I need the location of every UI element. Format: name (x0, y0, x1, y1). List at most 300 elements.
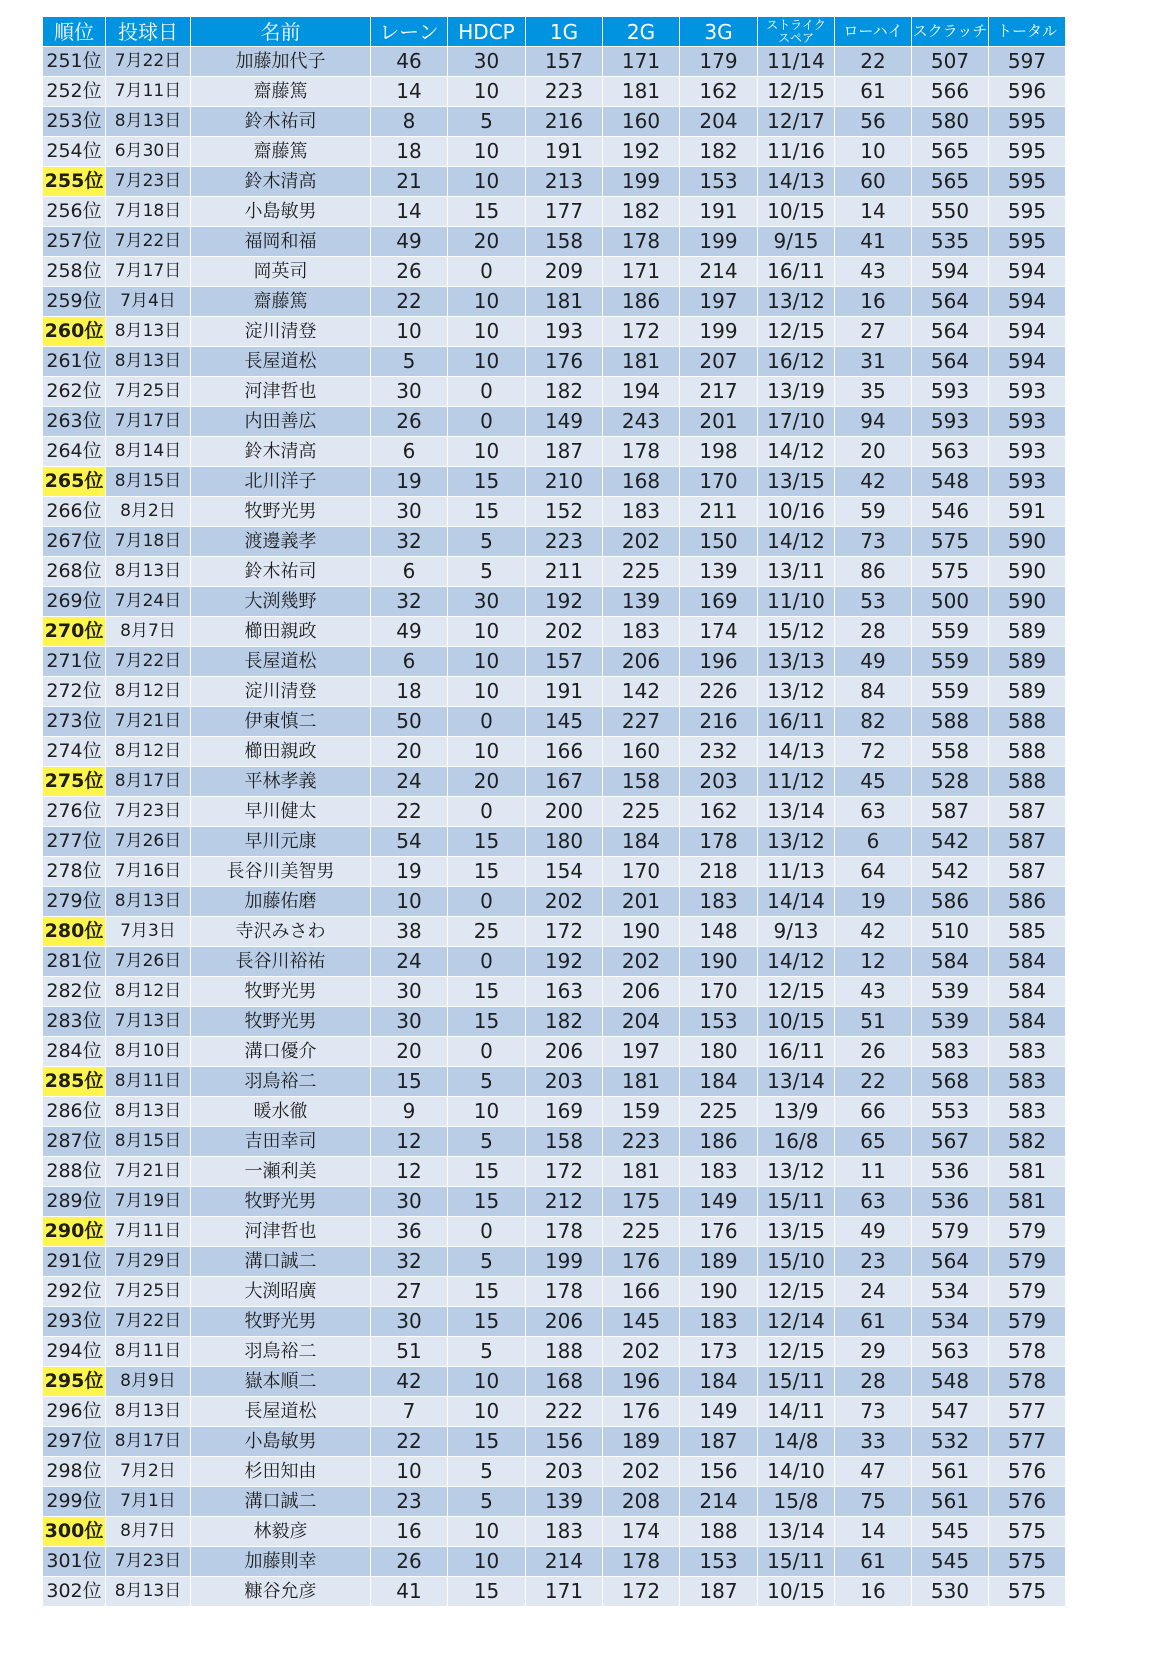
lowhigh-cell: 61 (835, 77, 912, 107)
rank-cell: 286位 (43, 1097, 106, 1127)
hdcp-cell: 10 (448, 287, 526, 317)
table-row (43, 587, 1150, 617)
strike-spare-cell: 13/12 (758, 1157, 835, 1187)
lowhigh-cell: 53 (835, 587, 912, 617)
lane-cell: 42 (371, 1367, 448, 1397)
strike-spare-cell: 14/11 (758, 1397, 835, 1427)
lane-cell: 10 (371, 317, 448, 347)
col-header-game2: 2G (603, 17, 680, 47)
game1-score-cell: 145 (526, 707, 603, 737)
hdcp-cell: 15 (448, 1187, 526, 1217)
scratch-cell: 563 (912, 437, 989, 467)
lane-cell: 8 (371, 107, 448, 137)
game3-score-cell: 218 (680, 857, 758, 887)
rank-cell: 276位 (43, 797, 106, 827)
date-cell: 8月11日 (106, 1067, 191, 1097)
lowhigh-cell: 64 (835, 857, 912, 887)
game3-score-cell: 198 (680, 437, 758, 467)
hdcp-cell: 5 (448, 1487, 526, 1517)
lowhigh-cell: 45 (835, 767, 912, 797)
lane-cell: 6 (371, 557, 448, 587)
hdcp-cell: 15 (448, 1007, 526, 1037)
date-cell: 7月17日 (106, 407, 191, 437)
table-row (43, 737, 1150, 767)
game1-score-cell: 163 (526, 977, 603, 1007)
table-row (43, 1037, 1150, 1067)
hdcp-cell: 20 (448, 767, 526, 797)
table-row (43, 677, 1150, 707)
scratch-cell: 534 (912, 1307, 989, 1337)
strike-spare-cell: 13/15 (758, 467, 835, 497)
rank-cell: 261位 (43, 347, 106, 377)
game2-score-cell: 225 (603, 797, 680, 827)
rank-cell: 260位 (43, 317, 106, 347)
game3-score-cell: 190 (680, 1277, 758, 1307)
hdcp-cell: 15 (448, 1577, 526, 1607)
game2-score-cell: 142 (603, 677, 680, 707)
game2-score-cell: 186 (603, 287, 680, 317)
total-cell: 588 (989, 767, 1066, 797)
scratch-cell: 545 (912, 1547, 989, 1577)
game3-score-cell: 153 (680, 1547, 758, 1577)
scratch-cell: 593 (912, 407, 989, 437)
game3-score-cell: 178 (680, 827, 758, 857)
name-cell: 寺沢みさわ (191, 917, 371, 947)
table-row (43, 647, 1150, 677)
hdcp-cell: 10 (448, 1367, 526, 1397)
lane-cell: 23 (371, 1487, 448, 1517)
game3-score-cell: 201 (680, 407, 758, 437)
rank-cell: 287位 (43, 1127, 106, 1157)
date-cell: 8月17日 (106, 767, 191, 797)
scratch-cell: 507 (912, 47, 989, 77)
rank-cell: 292位 (43, 1277, 106, 1307)
game1-score-cell: 203 (526, 1067, 603, 1097)
rank-cell: 272位 (43, 677, 106, 707)
lane-cell: 6 (371, 647, 448, 677)
name-cell: 大渕昭廣 (191, 1277, 371, 1307)
game2-score-cell: 208 (603, 1487, 680, 1517)
total-cell: 579 (989, 1217, 1066, 1247)
lowhigh-cell: 86 (835, 557, 912, 587)
scratch-cell: 564 (912, 347, 989, 377)
game3-score-cell: 170 (680, 467, 758, 497)
lane-cell: 26 (371, 257, 448, 287)
game3-score-cell: 197 (680, 287, 758, 317)
lowhigh-cell: 43 (835, 977, 912, 1007)
lowhigh-cell: 63 (835, 1187, 912, 1217)
col-header-lane: レーン (371, 17, 448, 47)
total-cell: 594 (989, 347, 1066, 377)
table-row (43, 767, 1150, 797)
game2-score-cell: 192 (603, 137, 680, 167)
total-cell: 584 (989, 977, 1066, 1007)
date-cell: 7月22日 (106, 47, 191, 77)
game3-score-cell: 180 (680, 1037, 758, 1067)
date-cell: 7月17日 (106, 257, 191, 287)
game3-score-cell: 139 (680, 557, 758, 587)
game1-score-cell: 154 (526, 857, 603, 887)
table-row (43, 1187, 1150, 1217)
date-cell: 8月13日 (106, 557, 191, 587)
rank-cell: 274位 (43, 737, 106, 767)
hdcp-cell: 0 (448, 797, 526, 827)
game2-score-cell: 172 (603, 1577, 680, 1607)
lowhigh-cell: 22 (835, 1067, 912, 1097)
total-cell: 584 (989, 947, 1066, 977)
game1-score-cell: 168 (526, 1367, 603, 1397)
strike-spare-cell: 15/11 (758, 1547, 835, 1577)
lowhigh-cell: 63 (835, 797, 912, 827)
lane-cell: 19 (371, 857, 448, 887)
lowhigh-cell: 49 (835, 1217, 912, 1247)
col-header-scratch: スクラッチ (912, 17, 989, 47)
date-cell: 7月23日 (106, 797, 191, 827)
rank-cell: 271位 (43, 647, 106, 677)
total-cell: 593 (989, 407, 1066, 437)
lane-cell: 9 (371, 1097, 448, 1127)
game1-score-cell: 211 (526, 557, 603, 587)
scratch-cell: 586 (912, 887, 989, 917)
table-row (43, 1427, 1150, 1457)
hdcp-cell: 0 (448, 707, 526, 737)
strike-spare-cell: 9/13 (758, 917, 835, 947)
rank-cell: 269位 (43, 587, 106, 617)
hdcp-cell: 10 (448, 167, 526, 197)
game2-score-cell: 168 (603, 467, 680, 497)
hdcp-cell: 5 (448, 527, 526, 557)
game3-score-cell: 153 (680, 167, 758, 197)
strike-spare-cell: 11/16 (758, 137, 835, 167)
game3-score-cell: 199 (680, 317, 758, 347)
scratch-cell: 559 (912, 647, 989, 677)
date-cell: 8月10日 (106, 1037, 191, 1067)
ranking-table (42, 16, 1150, 1607)
game3-score-cell: 207 (680, 347, 758, 377)
total-cell: 579 (989, 1277, 1066, 1307)
lane-cell: 24 (371, 767, 448, 797)
name-cell: 溝口誠二 (191, 1247, 371, 1277)
strike-spare-cell: 10/16 (758, 497, 835, 527)
strike-spare-cell: 13/15 (758, 1217, 835, 1247)
hdcp-cell: 10 (448, 77, 526, 107)
hdcp-cell: 10 (448, 617, 526, 647)
strike-spare-cell: 14/14 (758, 887, 835, 917)
lowhigh-cell: 49 (835, 647, 912, 677)
date-cell: 7月25日 (106, 377, 191, 407)
name-cell: 長谷川裕祐 (191, 947, 371, 977)
total-cell: 582 (989, 1127, 1066, 1157)
lowhigh-cell: 31 (835, 347, 912, 377)
date-cell: 8月7日 (106, 1517, 191, 1547)
lowhigh-cell: 51 (835, 1007, 912, 1037)
lane-cell: 15 (371, 1067, 448, 1097)
game2-score-cell: 178 (603, 1547, 680, 1577)
game3-score-cell: 149 (680, 1397, 758, 1427)
game3-score-cell: 211 (680, 497, 758, 527)
game2-score-cell: 225 (603, 557, 680, 587)
rank-cell: 279位 (43, 887, 106, 917)
name-cell: 牧野光男 (191, 977, 371, 1007)
game3-score-cell: 203 (680, 767, 758, 797)
name-cell: 溝口誠二 (191, 1487, 371, 1517)
game2-score-cell: 202 (603, 527, 680, 557)
game3-score-cell: 204 (680, 107, 758, 137)
total-cell: 587 (989, 827, 1066, 857)
game3-score-cell: 187 (680, 1577, 758, 1607)
date-cell: 7月24日 (106, 587, 191, 617)
hdcp-cell: 10 (448, 1397, 526, 1427)
lowhigh-cell: 82 (835, 707, 912, 737)
date-cell: 7月18日 (106, 197, 191, 227)
lane-cell: 49 (371, 227, 448, 257)
scratch-cell: 563 (912, 1337, 989, 1367)
rank-cell: 281位 (43, 947, 106, 977)
total-cell: 590 (989, 557, 1066, 587)
lowhigh-cell: 43 (835, 257, 912, 287)
table-row (43, 47, 1150, 77)
total-cell: 594 (989, 257, 1066, 287)
date-cell: 7月3日 (106, 917, 191, 947)
game1-score-cell: 202 (526, 887, 603, 917)
lowhigh-cell: 61 (835, 1547, 912, 1577)
lowhigh-cell: 16 (835, 287, 912, 317)
total-cell: 595 (989, 107, 1066, 137)
game2-score-cell: 176 (603, 1247, 680, 1277)
date-cell: 7月25日 (106, 1277, 191, 1307)
game1-score-cell: 191 (526, 137, 603, 167)
date-cell: 7月16日 (106, 857, 191, 887)
scratch-cell: 564 (912, 317, 989, 347)
name-cell: 早川元康 (191, 827, 371, 857)
hdcp-cell: 15 (448, 467, 526, 497)
game2-score-cell: 225 (603, 1217, 680, 1247)
rank-cell: 294位 (43, 1337, 106, 1367)
name-cell: 糠谷允彦 (191, 1577, 371, 1607)
table-row (43, 107, 1150, 137)
total-cell: 596 (989, 77, 1066, 107)
total-cell: 590 (989, 527, 1066, 557)
lowhigh-cell: 84 (835, 677, 912, 707)
total-cell: 575 (989, 1577, 1066, 1607)
game1-score-cell: 192 (526, 947, 603, 977)
game2-score-cell: 183 (603, 497, 680, 527)
lane-cell: 51 (371, 1337, 448, 1367)
game1-score-cell: 166 (526, 737, 603, 767)
table-row (43, 1247, 1150, 1277)
scratch-cell: 584 (912, 947, 989, 977)
lowhigh-cell: 19 (835, 887, 912, 917)
hdcp-cell: 5 (448, 1337, 526, 1367)
strike-spare-cell: 11/14 (758, 47, 835, 77)
game2-score-cell: 182 (603, 197, 680, 227)
name-cell: 早川健太 (191, 797, 371, 827)
game3-score-cell: 179 (680, 47, 758, 77)
lane-cell: 19 (371, 467, 448, 497)
col-header-name: 名前 (191, 17, 371, 47)
strike-spare-cell: 14/12 (758, 947, 835, 977)
game1-score-cell: 200 (526, 797, 603, 827)
hdcp-cell: 0 (448, 257, 526, 287)
scratch-cell: 545 (912, 1517, 989, 1547)
hdcp-cell: 15 (448, 857, 526, 887)
table-row (43, 227, 1150, 257)
hdcp-cell: 20 (448, 227, 526, 257)
scratch-cell: 536 (912, 1157, 989, 1187)
col-header-strike-spare (758, 17, 835, 47)
hdcp-cell: 10 (448, 647, 526, 677)
game3-score-cell: 173 (680, 1337, 758, 1367)
game2-score-cell: 171 (603, 47, 680, 77)
strike-spare-cell: 11/13 (758, 857, 835, 887)
game2-score-cell: 196 (603, 1367, 680, 1397)
game1-score-cell: 182 (526, 1007, 603, 1037)
rank-cell: 254位 (43, 137, 106, 167)
col-header-lowhigh: ローハイ (835, 17, 912, 47)
lane-cell: 21 (371, 167, 448, 197)
lowhigh-cell: 12 (835, 947, 912, 977)
date-cell: 7月1日 (106, 1487, 191, 1517)
game2-score-cell: 175 (603, 1187, 680, 1217)
game1-score-cell: 222 (526, 1397, 603, 1427)
lowhigh-cell: 42 (835, 917, 912, 947)
game2-score-cell: 223 (603, 1127, 680, 1157)
strike-spare-cell: 14/13 (758, 737, 835, 767)
total-cell: 593 (989, 437, 1066, 467)
strike-spare-cell: 10/15 (758, 1577, 835, 1607)
lane-cell: 32 (371, 587, 448, 617)
name-cell: 羽鳥裕二 (191, 1067, 371, 1097)
scratch-cell: 565 (912, 167, 989, 197)
rank-cell: 264位 (43, 437, 106, 467)
hdcp-cell: 5 (448, 1127, 526, 1157)
strike-spare-cell: 13/14 (758, 797, 835, 827)
date-cell: 8月14日 (106, 437, 191, 467)
rank-cell: 299位 (43, 1487, 106, 1517)
scratch-cell: 542 (912, 857, 989, 887)
scratch-cell: 500 (912, 587, 989, 617)
total-cell: 578 (989, 1367, 1066, 1397)
name-cell: 加藤加代子 (191, 47, 371, 77)
rank-cell: 302位 (43, 1577, 106, 1607)
scratch-cell: 536 (912, 1187, 989, 1217)
scratch-cell: 559 (912, 677, 989, 707)
game2-score-cell: 174 (603, 1517, 680, 1547)
game3-score-cell: 190 (680, 947, 758, 977)
lowhigh-cell: 65 (835, 1127, 912, 1157)
game1-score-cell: 206 (526, 1037, 603, 1067)
total-cell: 589 (989, 617, 1066, 647)
scratch-cell: 553 (912, 1097, 989, 1127)
game2-score-cell: 197 (603, 1037, 680, 1067)
game1-score-cell: 139 (526, 1487, 603, 1517)
name-cell: 櫛田親政 (191, 737, 371, 767)
lowhigh-cell: 16 (835, 1577, 912, 1607)
game2-score-cell: 204 (603, 1007, 680, 1037)
table-row (43, 1367, 1150, 1397)
scratch-cell: 564 (912, 287, 989, 317)
game2-score-cell: 181 (603, 347, 680, 377)
game1-score-cell: 203 (526, 1457, 603, 1487)
name-cell: 大渕幾野 (191, 587, 371, 617)
game1-score-cell: 158 (526, 1127, 603, 1157)
game1-score-cell: 187 (526, 437, 603, 467)
scratch-cell: 546 (912, 497, 989, 527)
table-row (43, 977, 1150, 1007)
strike-spare-cell: 13/14 (758, 1517, 835, 1547)
strike-spare-cell: 10/15 (758, 197, 835, 227)
table-row (43, 1127, 1150, 1157)
total-cell: 587 (989, 797, 1066, 827)
name-cell: 伊東慎二 (191, 707, 371, 737)
game3-score-cell: 153 (680, 1007, 758, 1037)
lowhigh-cell: 59 (835, 497, 912, 527)
strike-spare-cell: 12/14 (758, 1307, 835, 1337)
game1-score-cell: 216 (526, 107, 603, 137)
date-cell: 6月30日 (106, 137, 191, 167)
game2-score-cell: 190 (603, 917, 680, 947)
game1-score-cell: 172 (526, 1157, 603, 1187)
hdcp-cell: 5 (448, 1247, 526, 1277)
game1-score-cell: 210 (526, 467, 603, 497)
name-cell: 櫛田親政 (191, 617, 371, 647)
rank-cell: 297位 (43, 1427, 106, 1457)
total-cell: 595 (989, 197, 1066, 227)
table-row (43, 1577, 1150, 1607)
name-cell: 牧野光男 (191, 1187, 371, 1217)
table-row (43, 1307, 1150, 1337)
lowhigh-cell: 72 (835, 737, 912, 767)
strike-spare-cell: 12/15 (758, 1277, 835, 1307)
lowhigh-cell: 35 (835, 377, 912, 407)
game3-score-cell: 226 (680, 677, 758, 707)
total-cell: 579 (989, 1307, 1066, 1337)
game3-score-cell: 187 (680, 1427, 758, 1457)
name-cell: 小島敏男 (191, 197, 371, 227)
game2-score-cell: 202 (603, 1457, 680, 1487)
rank-cell: 300位 (43, 1517, 106, 1547)
scratch-cell: 530 (912, 1577, 989, 1607)
total-cell: 579 (989, 1247, 1066, 1277)
lowhigh-cell: 73 (835, 1397, 912, 1427)
lane-cell: 10 (371, 887, 448, 917)
lowhigh-cell: 6 (835, 827, 912, 857)
rank-cell: 288位 (43, 1157, 106, 1187)
game3-score-cell: 150 (680, 527, 758, 557)
game2-score-cell: 160 (603, 107, 680, 137)
lane-cell: 22 (371, 1427, 448, 1457)
name-cell: 渡邊義孝 (191, 527, 371, 557)
col-header-spare-label: スペア (777, 30, 814, 45)
hdcp-cell: 5 (448, 1067, 526, 1097)
table-row (43, 917, 1150, 947)
strike-spare-cell: 15/10 (758, 1247, 835, 1277)
hdcp-cell: 30 (448, 47, 526, 77)
scratch-cell: 588 (912, 707, 989, 737)
rank-cell: 267位 (43, 527, 106, 557)
total-cell: 595 (989, 137, 1066, 167)
game3-score-cell: 176 (680, 1217, 758, 1247)
lane-cell: 41 (371, 1577, 448, 1607)
date-cell: 8月17日 (106, 1427, 191, 1457)
game1-score-cell: 157 (526, 647, 603, 677)
hdcp-cell: 0 (448, 947, 526, 977)
strike-spare-cell: 10/15 (758, 1007, 835, 1037)
scratch-cell: 568 (912, 1067, 989, 1097)
game3-score-cell: 189 (680, 1247, 758, 1277)
game3-score-cell: 183 (680, 887, 758, 917)
game2-score-cell: 184 (603, 827, 680, 857)
